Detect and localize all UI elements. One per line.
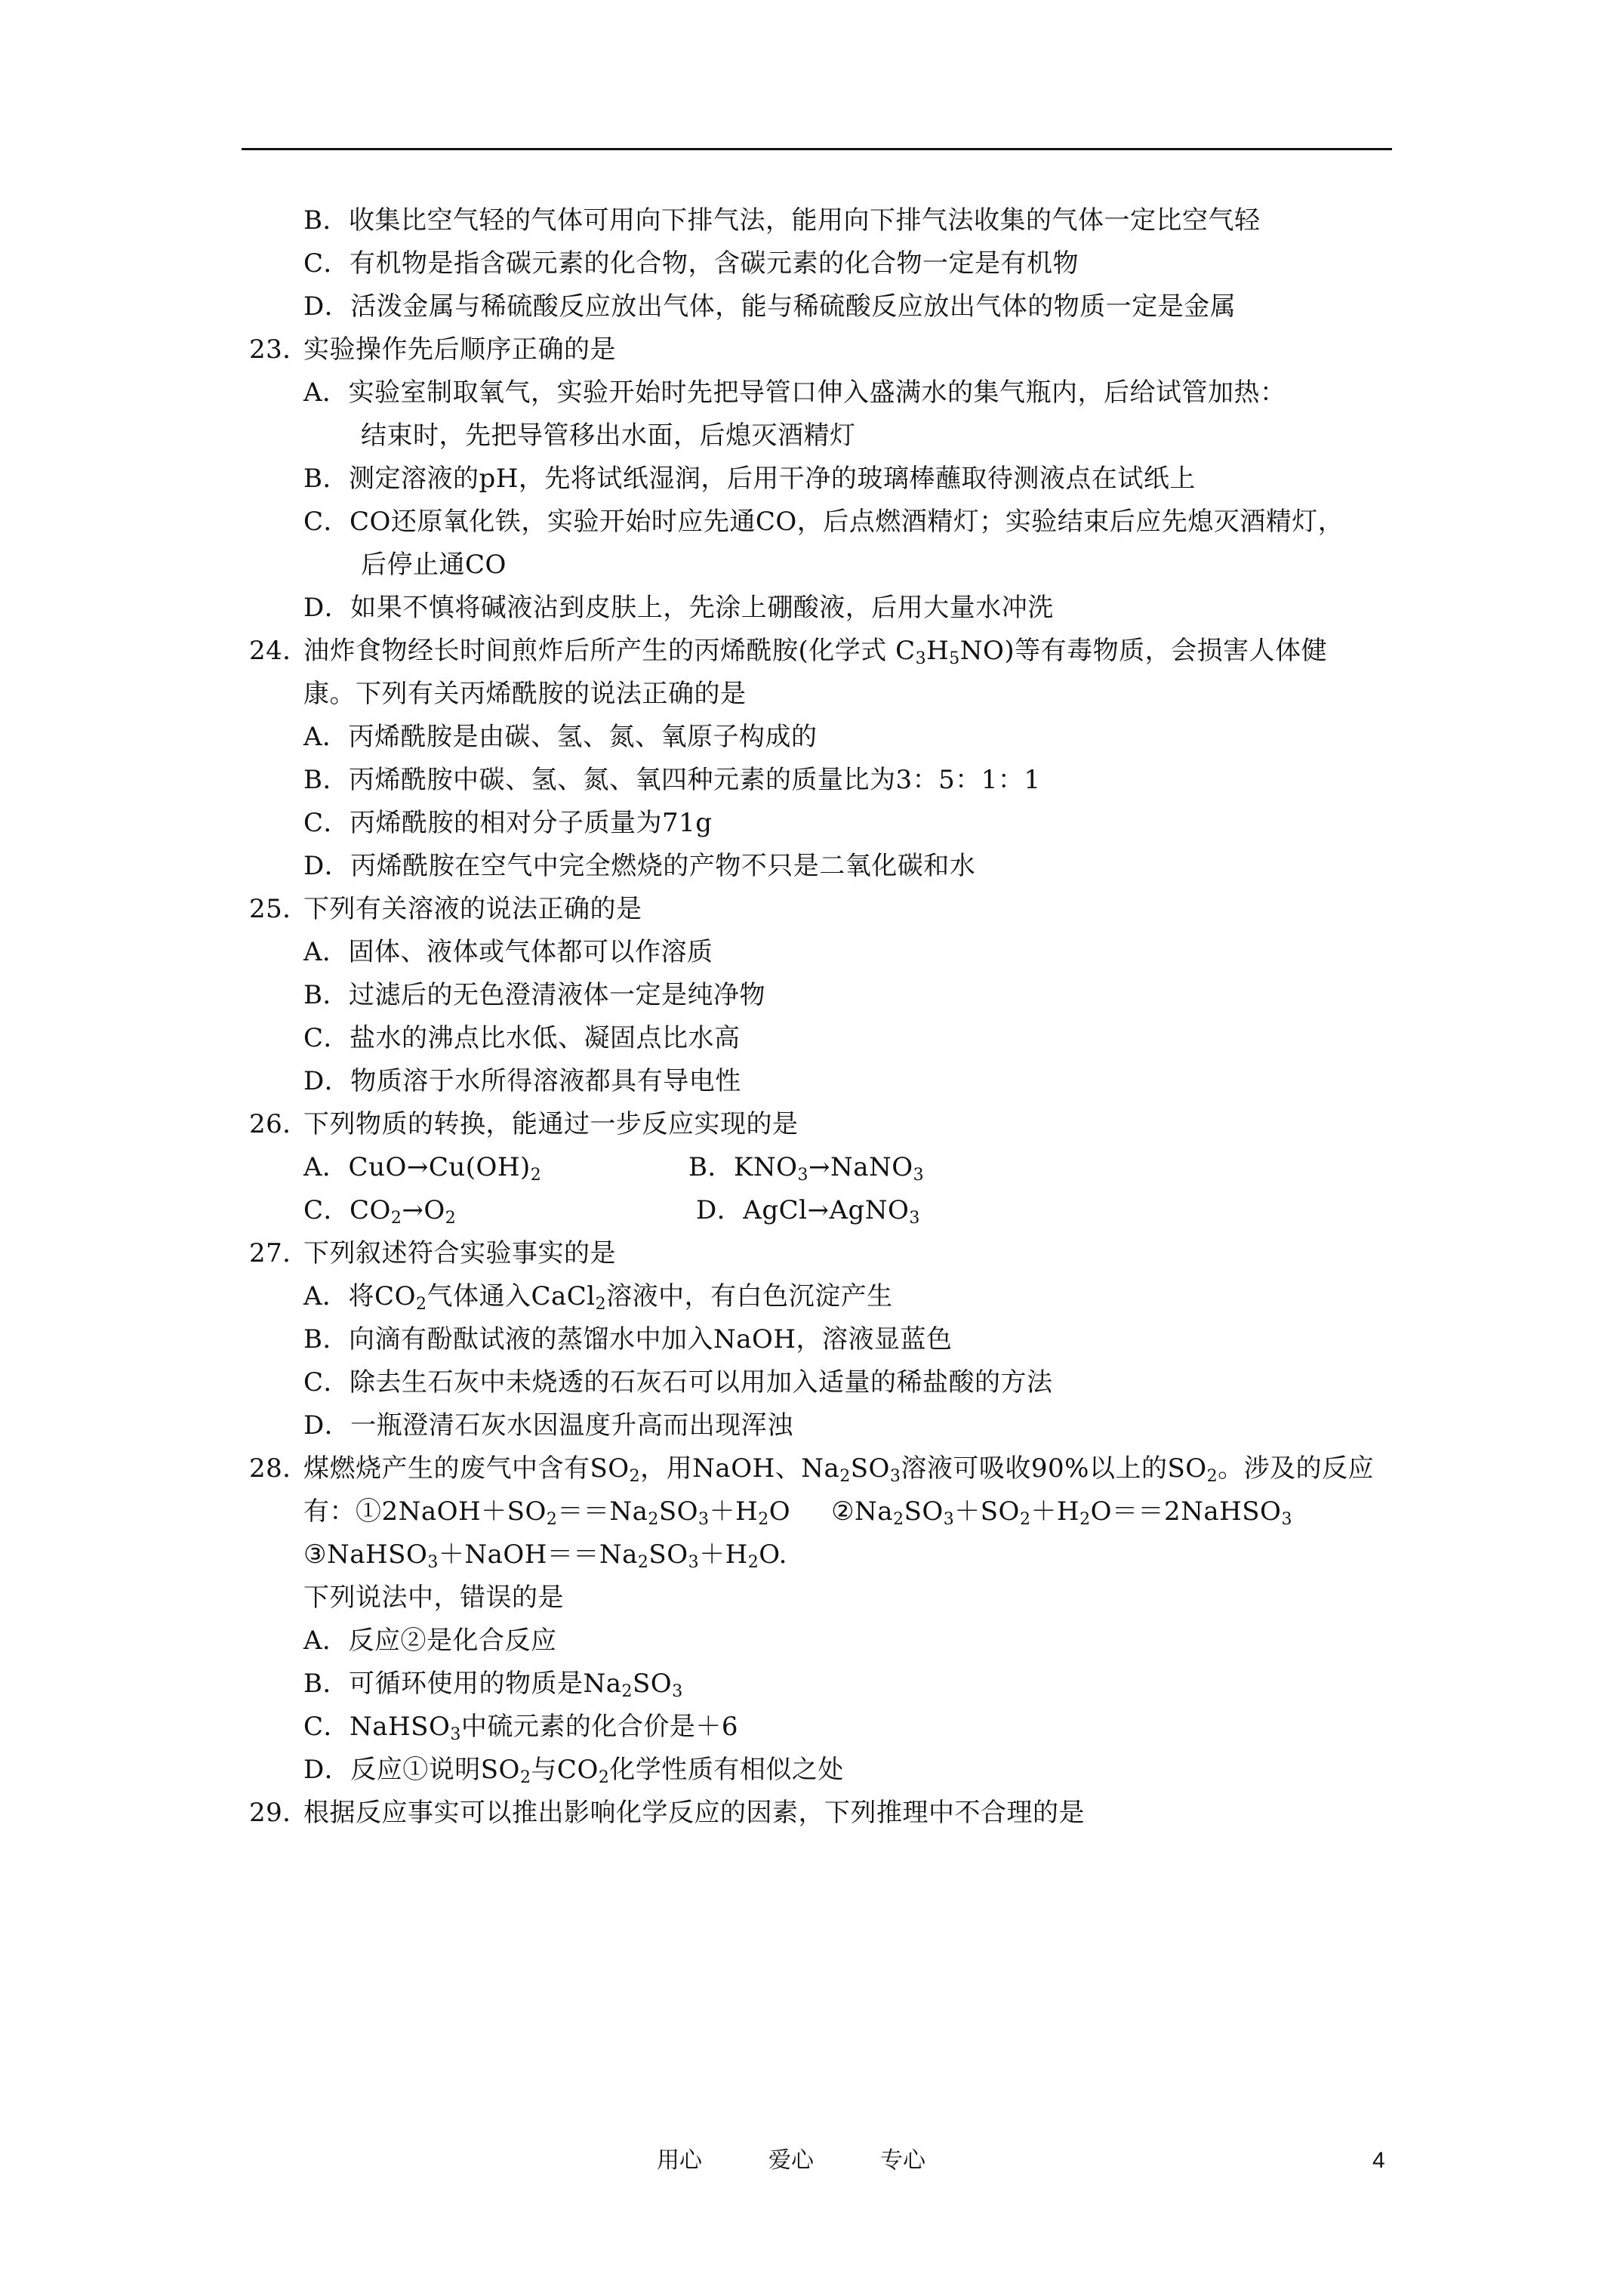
q28-option-b: B．可循环使用的物质是$Na_2SO_3$: [303, 1669, 683, 1701]
q28-number: 28．: [249, 1453, 309, 1484]
q24-number: 24．: [249, 636, 309, 666]
page-number: 4: [1372, 2148, 1385, 2173]
q28-option-c: C．NaHSO$_3$中硫元素的化合价是＋6: [303, 1712, 738, 1744]
q25-option-d: D．物质溶于水所得溶液都具有导电性: [303, 1066, 741, 1096]
q25-number: 25．: [249, 894, 309, 924]
q27-option-c: C．除去生石灰中未烧透的石灰石可以用加入适量的稀盐酸的方法: [303, 1367, 1053, 1398]
q26-number: 26．: [249, 1109, 309, 1139]
q28-question: 下列说法中，错误的是: [303, 1583, 564, 1613]
q25-option-a: A．固体、液体或气体都可以作溶质: [303, 937, 713, 967]
q22-option-c: C．有机物是指含碳元素的化合物，含碳元素的化合物一定是有机物: [303, 248, 1079, 279]
q24-option-b: B．丙烯酰胺中碳、氢、氮、氧四种元素的质量比为3：5：1：1: [303, 765, 1041, 795]
q24-option-d: D．丙烯酰胺在空气中完全燃烧的产物不只是二氧化碳和水: [303, 851, 976, 881]
q26-stem: 26．下列物质的转换，能通过一步反应实现的是: [249, 1109, 799, 1139]
q23-stem: 23．实验操作先后顺序正确的是: [249, 334, 616, 365]
q27-stem: 27．下列叙述符合实验事实的是: [249, 1238, 616, 1268]
q23-option-c-cont: 后停止通CO: [361, 550, 507, 580]
q26-option-c: C．$CO_2\to O_2$: [303, 1195, 457, 1228]
header-rule: [242, 148, 1392, 150]
q28-reaction-2: $②Na_2SO_3+SO_2+H_2O==2NaHSO_3$: [831, 1496, 1292, 1529]
q22-option-d: D．活泼金属与稀硫酸反应放出气体，能与稀硫酸反应放出气体的物质一定是金属: [303, 291, 1236, 322]
q28-reactions-line1: [303, 1495, 1292, 1528]
q24-stem-cont: 康。下列有关丙烯酰胺的说法正确的是: [303, 679, 747, 709]
q27-option-b: B．向滴有酚酞试液的蒸馏水中加入NaOH，溶液显蓝色: [303, 1324, 953, 1354]
q23-option-c: C．CO还原氧化铁，实验开始时应先通CO，后点燃酒精灯；实验结束后应先熄灭酒精灯，: [303, 507, 1344, 537]
q27-option-a: A．将$CO_2$气体通入CaCl$_2$溶液中，有白色沉淀产生: [303, 1281, 893, 1314]
q28-reaction-3: $③NaHSO_3+NaOH==Na_2SO_3+H_2O$.: [303, 1539, 787, 1572]
q24-option-c: C．丙烯酰胺的相对分子质量为71g: [303, 808, 713, 838]
q22-option-b: B．收集比空气轻的气体可用向下排气法，能用向下排气法收集的气体一定比空气轻: [303, 205, 1261, 236]
q29-stem: 29．根据反应事实可以推出影响化学反应的因素，下列推理中不合理的是: [249, 1798, 1085, 1828]
q23-option-b: B．测定溶液的pH，先将试纸湿润，后用干净的玻璃棒蘸取待测液点在试纸上: [303, 464, 1196, 494]
q27-number: 27．: [249, 1238, 309, 1268]
q28-option-d: D．反应①说明$SO_2$与$CO_2$化学性质有相似之处: [303, 1755, 844, 1787]
q28-option-a: A．反应②是化合反应: [303, 1626, 557, 1656]
q23-option-a-cont: 结束时，先把导管移出水面，后熄灭酒精灯: [361, 421, 856, 451]
q28-stem: 28．煤燃烧产生的废气中含有$SO_2$，用NaOH、$Na_2SO_3$溶液可吸收90%以上的$SO_2$。涉及的反应: [249, 1453, 1375, 1486]
q29-number: 29．: [249, 1798, 309, 1828]
q26-option-b: B．$KNO_3\to NaNO_3$: [688, 1152, 925, 1185]
q25-stem: 25．下列有关溶液的说法正确的是: [249, 894, 642, 924]
q25-option-b: B．过滤后的无色澄清液体一定是纯净物: [303, 980, 765, 1010]
footer-text-3: 专心: [880, 2147, 925, 2174]
q24-option-a: A．丙烯酰胺是由碳、氢、氮、氧原子构成的: [303, 722, 818, 752]
q23-option-d: D．如果不慎将碱液沾到皮肤上，先涂上硼酸液，后用大量水冲洗: [303, 593, 1054, 623]
q23-option-a: A．实验室制取氧气，实验开始时先把导管口伸入盛满水的集气瓶内，后给试管加热：: [303, 378, 1286, 408]
q26-option-a: A．$CuO\to Cu(OH)_2$: [303, 1152, 542, 1185]
q26-option-d: D．AgCl→AgNO$_3$: [696, 1195, 920, 1228]
q25-option-c: C．盐水的沸点比水低、凝固点比水高: [303, 1023, 741, 1053]
q27-option-d: D．一瓶澄清石灰水因温度升高而出现浑浊: [303, 1410, 793, 1441]
footer-text-2: 爱心: [768, 2147, 814, 2174]
q28-reaction-1: 有：$①2NaOH+SO_2==Na_2SO_3+H_2O$: [303, 1496, 791, 1529]
q23-number: 23．: [249, 334, 309, 365]
footer-text-1: 用心: [657, 2147, 702, 2174]
q24-stem: 24．油炸食物经长时间煎炸后所产生的丙烯酰胺(化学式 $C_3H_5NO$)等有毒物质，会损害人体健: [249, 636, 1328, 668]
